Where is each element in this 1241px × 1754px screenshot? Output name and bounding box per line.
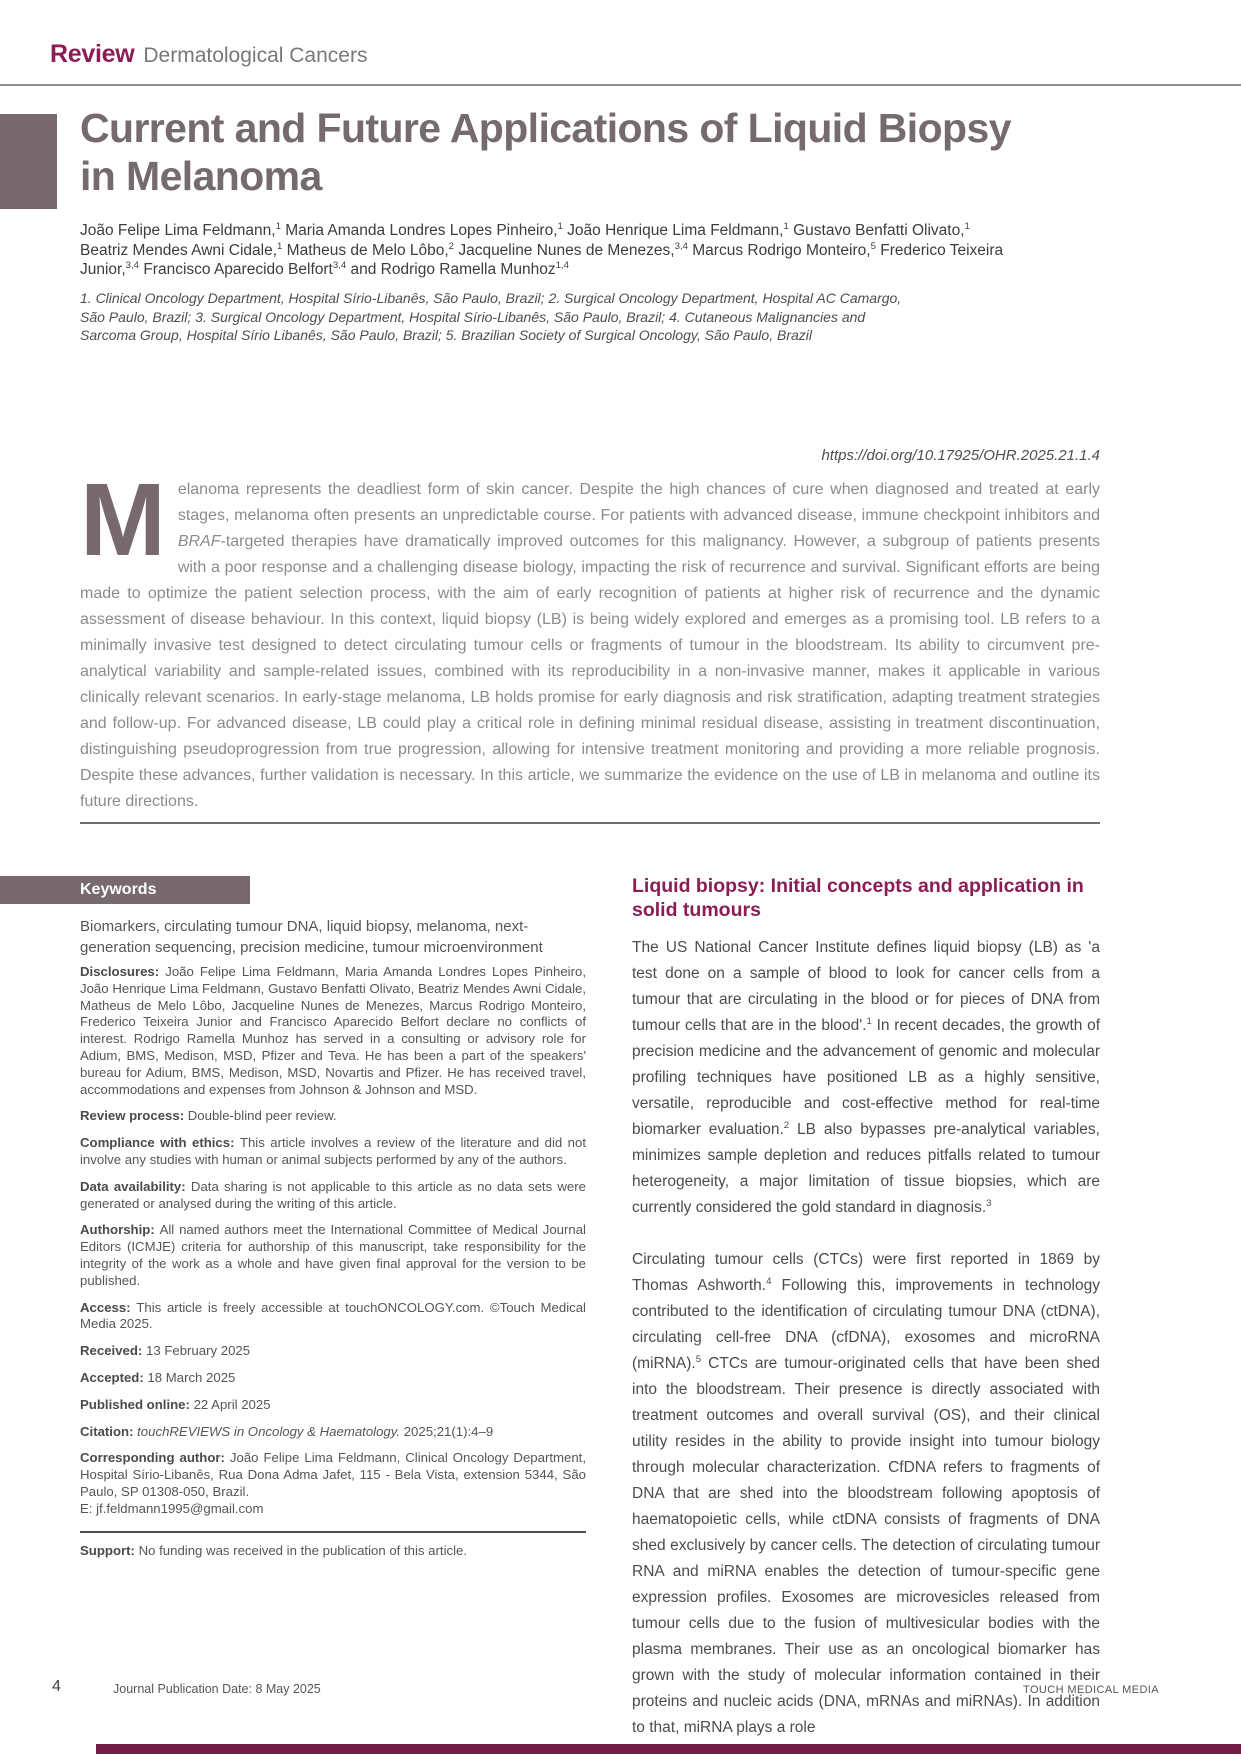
review-label: Review <box>50 40 135 68</box>
keywords-header <box>0 876 250 904</box>
publication-date: Journal Publication Date: 8 May 2025 <box>113 1682 321 1696</box>
support-note: Support: No funding was received in the publication of this article. <box>80 1542 468 1558</box>
article-title-line1: Current and Future Applications of Liquid Biopsy <box>80 105 1011 151</box>
notes-list <box>80 964 586 1518</box>
article-title-line2: in Melanoma <box>80 153 322 199</box>
keywords-text: Biomarkers, circulating tumour DNA, liquid biopsy, melanoma, next-generation sequencing, precision medicine, tumour microenvironment <box>80 918 543 956</box>
note: Received: 13 February 2025 <box>80 1343 251 1359</box>
article-title <box>80 104 1090 200</box>
note: Review process: Double-blind peer review. <box>80 1108 337 1124</box>
note: Corresponding author: João Felipe Lima Feldmann, Clinical Oncology Department, Hospital Sírio-Libanês, Rua Dona Adma Jafet, 115 - Bela Vista, extension 5344, São Paulo, SP 01308-050, Brazil. E: jf.feldmann1995@gmail.com <box>80 1450 586 1516</box>
note: Data availability: Data sharing is not applicable to this article as no data sets were generated or analysed during the writing of this article. <box>80 1178 586 1211</box>
abstract-dropcap: M <box>80 462 166 577</box>
publisher-label: TOUCH MEDICAL MEDIA <box>1023 1684 1159 1696</box>
note: Authorship: All named authors meet the International Committee of Medical Journal Editors (ICMJE) criteria for authorship of this manuscript, take responsibility for the integrity of the work as a whole and have given final approval for the version to be published. <box>80 1222 586 1288</box>
note: Citation: touchREVIEWS in Oncology & Haematology. 2025;21(1):4–9 <box>80 1423 494 1439</box>
note: Access: This article is freely accessible at touchONCOLOGY.com. ©Touch Medical Media 2025. <box>80 1299 586 1332</box>
header-kicker <box>50 40 367 69</box>
doi-link[interactable]: https://doi.org/10.17925/OHR.2025.21.1.4 <box>821 447 1100 464</box>
section-label: Dermatological Cancers <box>143 44 368 67</box>
note: Disclosures: João Felipe Lima Feldmann, Maria Amanda Londres Lopes Pinheiro, João Henrique Lima Feldmann, Gustavo Benfatti Olivato, Beatriz Mendes Awni Cidale, Matheus de Melo Lôbo, Jacqueline Nunes de Menezes, Marcus Rodrigo Monteiro, Frederico Teixeira Junior and Francisco Aparecido Belfort declare no conflicts of interest. Rodrigo Ramella Munhoz has served in a consulting or advisory role for Adium, BMS, Medison, MSD, Pfizer and Teva. He has been a part of the speakers' bureau for Adium, BMS, Medison, MSD, Novartis and Pfizer. He has received travel, accommodations and expenses from Johnson & Johnson and MSD. <box>80 964 587 1097</box>
affiliations: 1. Clinical Oncology Department, Hospital Sírio-Libanês, São Paulo, Brazil; 2. Surgical Oncology Department, Hospital AC Camargo, São Paulo, Brazil; 3. Surgical Oncology Department, Hospital Sírio-Libanês, São Paulo, Brazil; 4. Cutaneous Malignancies and Sarcoma Group, Hospital Sírio Libanês, São Paulo, Brazil; 5. Brazilian Society of Surgical Oncology, São Paulo, Brazil <box>80 290 902 343</box>
keywords-label: Keywords <box>80 881 157 898</box>
header-divider <box>0 84 1241 86</box>
section-heading: Liquid biopsy: Initial concepts and application in solid tumours <box>632 875 1084 921</box>
body-paragraph: The US National Cancer Institute defines liquid biopsy (LB) as 'a test done on a sample of blood to look for cancer cells from a tumour that are circulating in the blood or for pieces of DNA from tumour cells that are in the blood'.$^1$ In recent decades, the growth of precision medicine and the advancement of genomic and molecular profiling techniques have positioned LB as a highly sensitive, versatile, reproducible and cost-effective method for real-time biomarker evaluation.$^2$ LB also bypasses pre-analytical variables, minimizes sample depletion and reduces pitfalls related to tumour heterogeneity, a major limitation of tissue biopsies, which are currently considered the gold standard in diagnosis.$^3$ <box>632 939 1100 1216</box>
title-accent-bar <box>0 114 57 209</box>
main-paragraphs <box>632 935 1100 1741</box>
abstract-divider <box>80 822 1100 824</box>
abstract <box>80 462 1100 815</box>
body-paragraph: Circulating tumour cells (CTCs) were first reported in 1869 by Thomas Ashworth.$^4$ Following this, improvements in technology contributed to the identification of circulating tumour DNA (ctDNA), circulating cell-free DNA (cfDNA), exosomes and microRNA (miRNA).$^5$ CTCs are tumour-originated cells that have been shed into the bloodstream. Their presence is directly associated with treatment outcomes and overall survival (OS), and their clinical utility resides in the ability to provide insight into tumour biology through molecular characterization. CfDNA refers to fragments of DNA that are shed into the bloodstream following apoptosis of haematopoietic cells, while ctDNA consists of fragments of DNA shed exclusively by cancer cells. The detection of circulating tumour RNA and miRNA enables the detection of tumour-specific gene expression profiles. Exosomes are microvesicles released from tumour cells due to the fusion of multivesicular bodies with the plasma membranes. Their use as an oncological biomarker has grown with the study of molecular information contained in their proteins and nucleic acids (DNA, mRNAs and miRNAs). In addition to that, miRNA plays a role <box>632 1251 1100 1736</box>
main-column <box>632 874 1100 1754</box>
notes-column <box>80 964 586 1569</box>
abstract-text: elanoma represents the deadliest form of skin cancer. Despite the high chances of cure when diagnosed and treated at early stages, melanoma often presents an unpredictable course. For patients with advanced disease, immune checkpoint inhibitors and BRAF-targeted therapies have dramatically improved outcomes for this malignancy. However, a subgroup of patients presents with a poor response and a challenging disease biology, impacting the risk of recurrence and survival. Significant efforts are being made to optimize the patient selection process, with the aim of early recognition of patients at higher risk of recurrence and the dynamic assessment of disease behaviour. In this context, liquid biopsy (LB) is being widely explored and emerges as a promising tool. LB refers to a minimally invasive test designed to detect circulating tumour cells or fragments of tumour in the bloodstream. Its ability to circumvent pre-analytical variability and sample-related issues, combined with its reproducibility in a non-invasive manner, makes it applicable in various clinically relevant scenarios. In early-stage melanoma, LB holds promise for early diagnosis and risk stratification, adapting treatment strategies and follow-up. For advanced disease, LB could play a critical role in defining minimal residual disease, assisting in treatment discontinuation, distinguishing pseudoprogression from true progression, allowing for intensive treatment monitoring and providing a more reliable prognosis. Despite these advances, further validation is necessary. In this article, we summarize the evidence on the use of LB in melanoma and outline its future directions. <box>80 481 1100 810</box>
note: Published online: 22 April 2025 <box>80 1396 271 1412</box>
page-number: 4 <box>52 1678 61 1695</box>
note: Compliance with ethics: This article involves a review of the literature and did not involve any studies with human or animal subjects performed by any of the authors. <box>80 1135 586 1167</box>
authors-line: João Felipe Lima Feldmann,$^1$ Maria Amanda Londres Lopes Pinheiro,$^1$ João Henrique Lima Feldmann,$^1$ Gustavo Benfatti Olivato,$^1$ Beatriz Mendes Awni Cidale,$^1$ Matheus de Melo Lôbo,$^2$ Jacqueline Nunes de Menezes,$^{3,4}$ Marcus Rodrigo Monteiro,$^5$ Frederico Teixeira Junior,$^{3,4}$ Francisco Aparecido Belfort$^{3,4}$ and Rodrigo Ramella Munhoz$^{1,4}$ <box>80 220 1004 278</box>
note: Accepted: 18 March 2025 <box>80 1369 236 1385</box>
support-divider <box>80 1531 586 1533</box>
bottom-accent-bar <box>96 1744 1241 1754</box>
